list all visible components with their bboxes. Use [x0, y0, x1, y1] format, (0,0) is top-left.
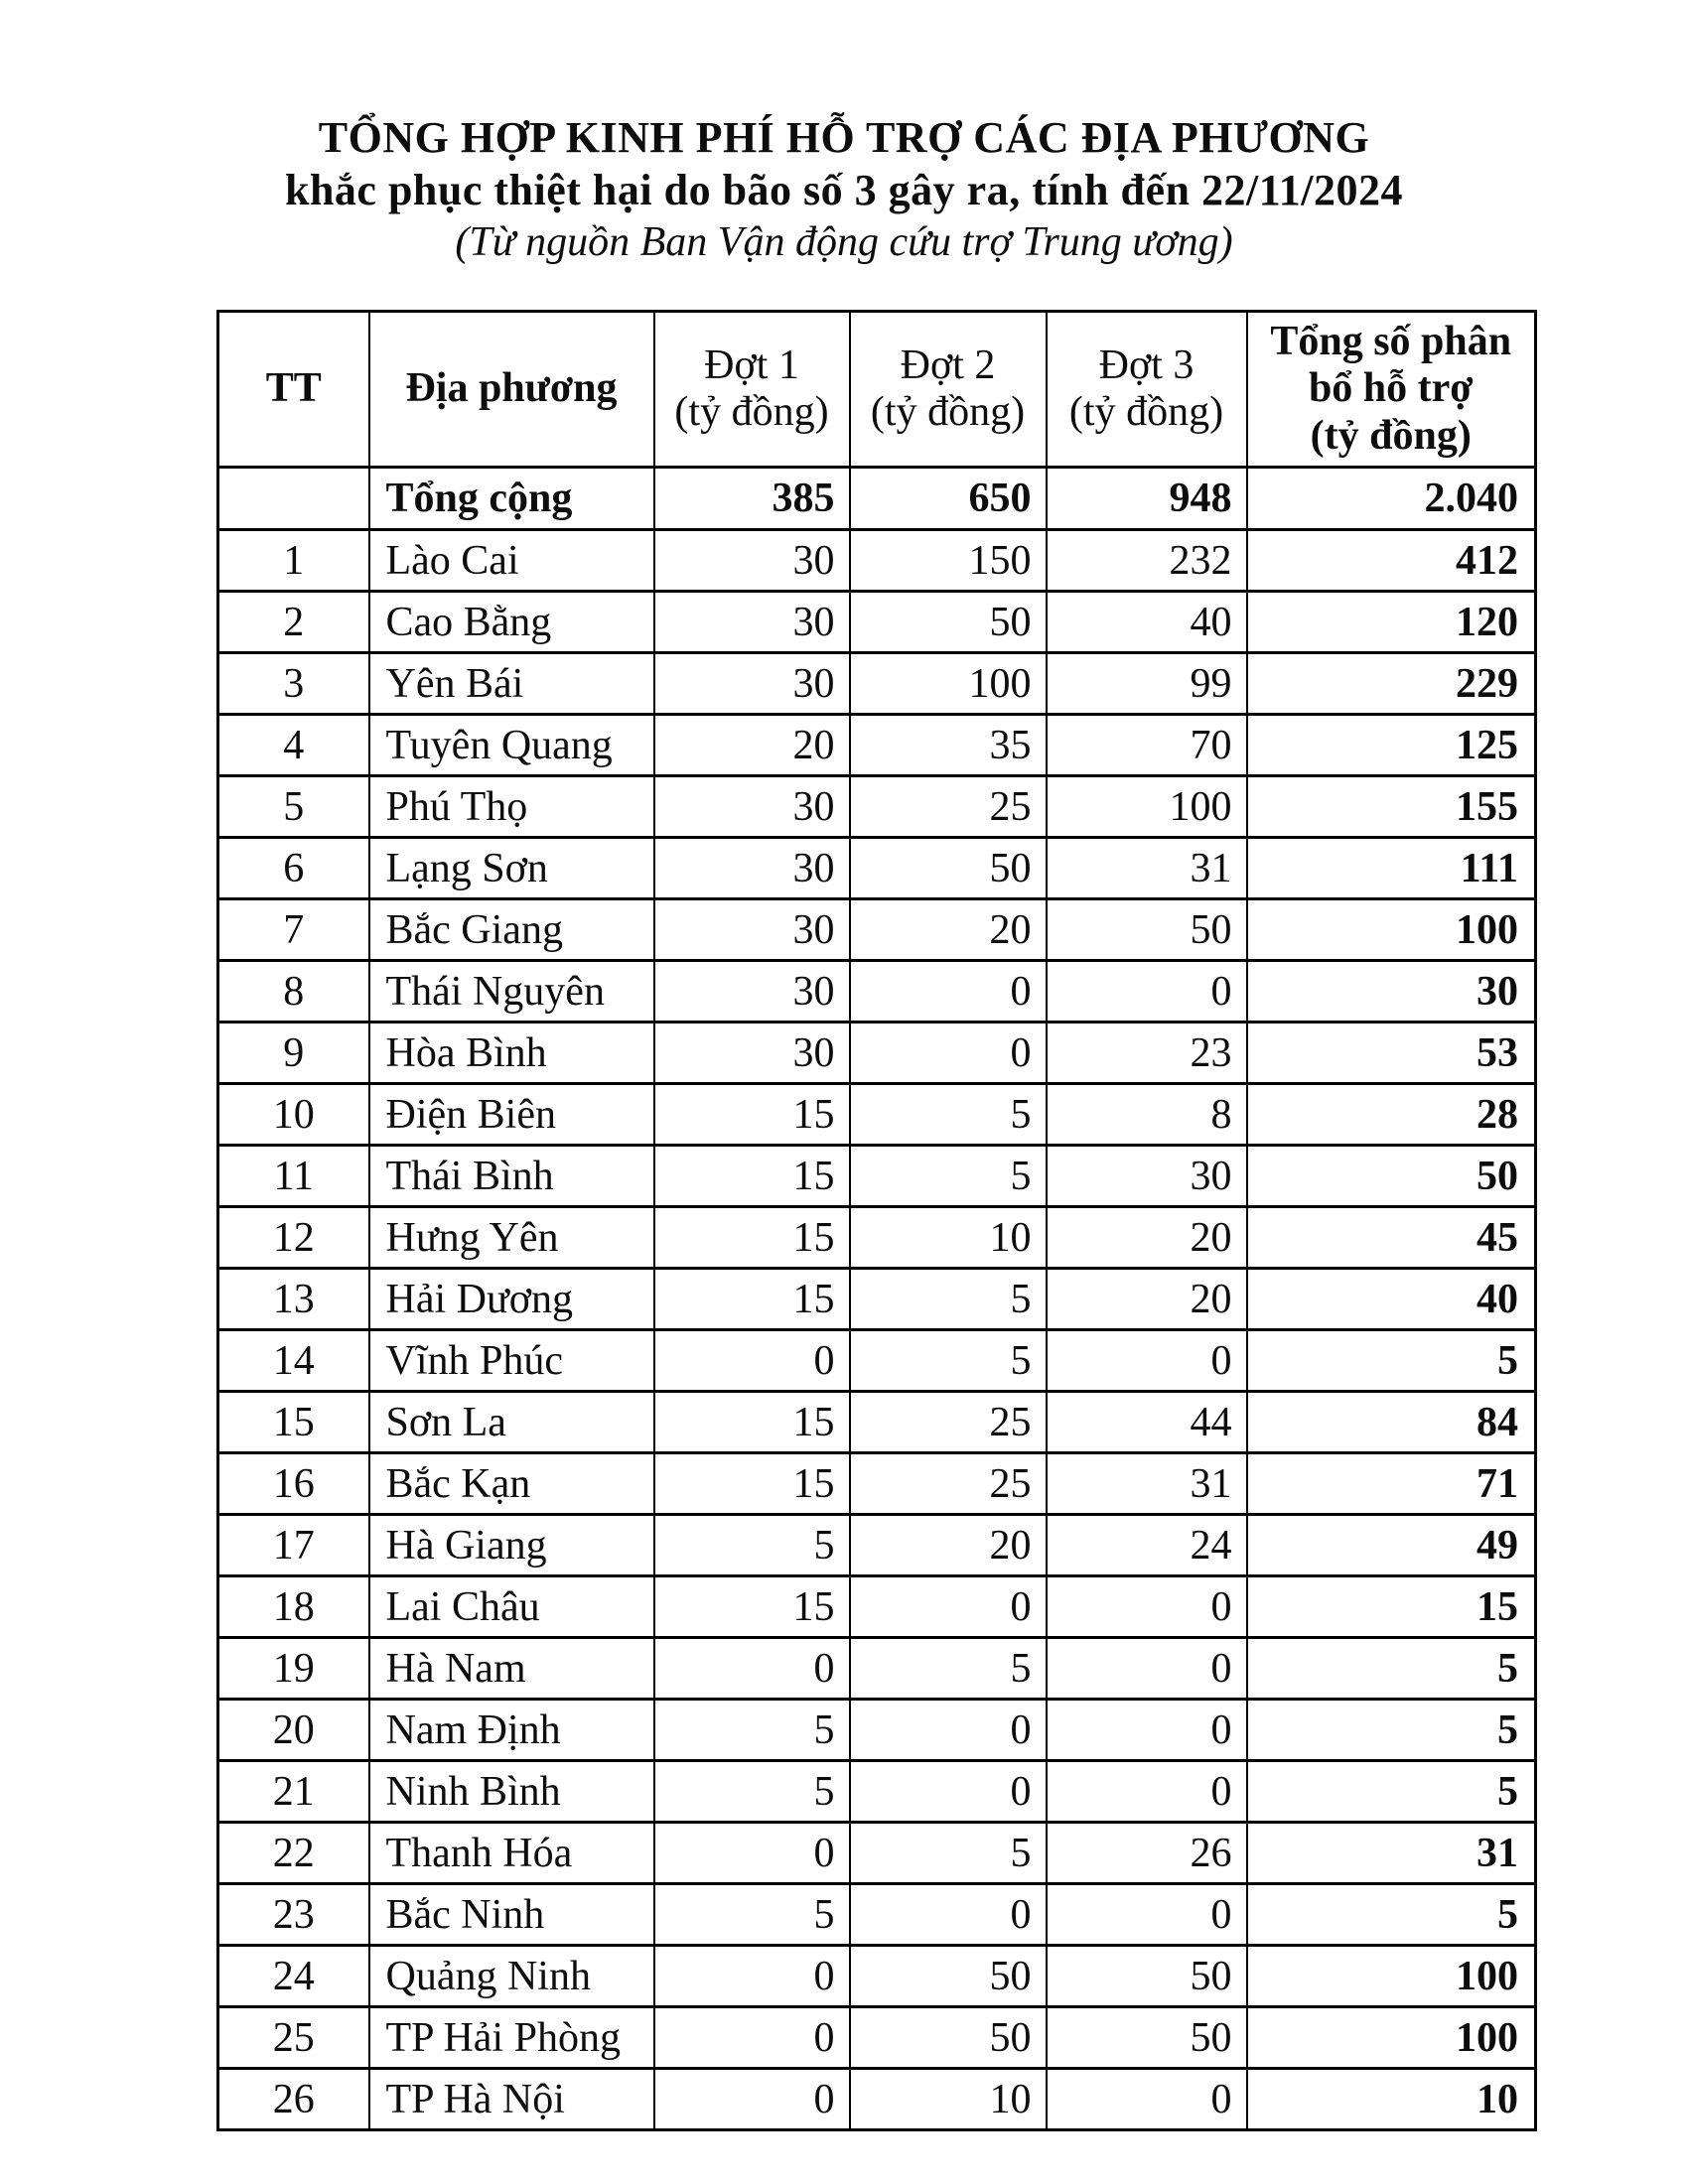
dot2-cell: 0 — [850, 961, 1047, 1023]
row-total-cell: 28 — [1247, 1084, 1536, 1146]
dot3-cell: 100 — [1047, 776, 1247, 838]
dot3-cell: 0 — [1047, 2069, 1247, 2130]
province-cell: Lào Cai — [369, 530, 654, 592]
dot1-cell: 30 — [654, 1023, 850, 1084]
table-row — [218, 1207, 1536, 1269]
col-header-line: Đợt 3 — [1098, 341, 1195, 388]
tt-cell: 6 — [218, 838, 369, 899]
province-cell: Sơn La — [369, 1392, 654, 1453]
dot2-cell: 5 — [850, 1823, 1047, 1884]
title-line-2: khắc phục thiệt hại do bão số 3 gây ra, tính đến 22/11/2024 — [284, 166, 1404, 214]
row-total-cell: 120 — [1247, 592, 1536, 653]
row-total-cell: 15 — [1247, 1576, 1536, 1638]
row-total-cell: 5 — [1247, 1884, 1536, 1946]
province-cell: Bắc Kạn — [369, 1453, 654, 1515]
dot1-cell: 30 — [654, 838, 850, 899]
total-sum-cell: 2.040 — [1247, 468, 1536, 530]
dot1-cell: 0 — [654, 1946, 850, 2007]
col-header-4 — [850, 312, 1047, 468]
table-row — [218, 1392, 1536, 1453]
table-body — [218, 530, 1536, 2130]
dot1-cell: 5 — [654, 1700, 850, 1761]
province-cell: Cao Bằng — [369, 592, 654, 653]
table-row — [218, 2069, 1536, 2130]
dot3-cell: 40 — [1047, 592, 1247, 653]
row-total-cell: 412 — [1247, 530, 1536, 592]
dot1-cell: 15 — [654, 1146, 850, 1207]
table-row — [218, 1823, 1536, 1884]
dot3-cell: 8 — [1047, 1084, 1247, 1146]
dot2-cell: 50 — [850, 1946, 1047, 2007]
row-total-cell: 5 — [1247, 1638, 1536, 1700]
dot1-cell: 15 — [654, 1084, 850, 1146]
dot2-cell: 10 — [850, 1207, 1047, 1269]
dot2-cell: 100 — [850, 653, 1047, 715]
dot3-cell: 0 — [1047, 1330, 1247, 1392]
table-row — [218, 2007, 1536, 2069]
row-total-cell: 100 — [1247, 899, 1536, 961]
row-total-cell: 229 — [1247, 653, 1536, 715]
table-row — [218, 1884, 1536, 1946]
table-row — [218, 1515, 1536, 1576]
dot2-cell: 25 — [850, 1392, 1047, 1453]
dot3-cell: 0 — [1047, 1576, 1247, 1638]
dot3-cell: 20 — [1047, 1269, 1247, 1330]
dot2-cell: 50 — [850, 2007, 1047, 2069]
table-row — [218, 838, 1536, 899]
dot3-cell: 0 — [1047, 1700, 1247, 1761]
tt-cell: 23 — [218, 1884, 369, 1946]
province-cell: Bắc Giang — [369, 899, 654, 961]
col-header-5 — [1047, 312, 1247, 468]
province-cell: Hưng Yên — [369, 1207, 654, 1269]
tt-cell: 9 — [218, 1023, 369, 1084]
dot1-cell: 5 — [654, 1515, 850, 1576]
dot3-cell: 99 — [1047, 653, 1247, 715]
row-total-cell: 5 — [1247, 1330, 1536, 1392]
table-row — [218, 1638, 1536, 1700]
province-cell: Quảng Ninh — [369, 1946, 654, 2007]
row-total-cell: 30 — [1247, 961, 1536, 1023]
header-row — [218, 312, 1536, 468]
row-total-cell: 100 — [1247, 2007, 1536, 2069]
tt-cell: 2 — [218, 592, 369, 653]
row-total-cell: 155 — [1247, 776, 1536, 838]
tt-cell: 3 — [218, 653, 369, 715]
document-header — [0, 0, 1688, 268]
dot2-cell: 50 — [850, 838, 1047, 899]
tt-cell: 10 — [218, 1084, 369, 1146]
table-row — [218, 1576, 1536, 1638]
dot3-cell: 50 — [1047, 2007, 1247, 2069]
table-row — [218, 592, 1536, 653]
dot3-cell: 0 — [1047, 961, 1247, 1023]
row-total-cell: 31 — [1247, 1823, 1536, 1884]
dot3-cell: 20 — [1047, 1207, 1247, 1269]
province-cell: Yên Bái — [369, 653, 654, 715]
row-total-cell: 40 — [1247, 1269, 1536, 1330]
total-dot1-cell: 385 — [654, 468, 850, 530]
dot2-cell: 35 — [850, 715, 1047, 776]
province-cell: TP Hải Phòng — [369, 2007, 654, 2069]
row-total-cell: 53 — [1247, 1023, 1536, 1084]
row-total-cell: 71 — [1247, 1453, 1536, 1515]
table-row — [218, 1084, 1536, 1146]
tt-cell: 25 — [218, 2007, 369, 2069]
dot2-cell: 5 — [850, 1638, 1047, 1700]
dot1-cell: 30 — [654, 530, 850, 592]
tt-cell: 21 — [218, 1761, 369, 1823]
col-header-3 — [654, 312, 850, 468]
row-total-cell: 5 — [1247, 1700, 1536, 1761]
province-cell: Hòa Bình — [369, 1023, 654, 1084]
row-total-cell: 111 — [1247, 838, 1536, 899]
province-cell: Lạng Sơn — [369, 838, 654, 899]
dot2-cell: 5 — [850, 1146, 1047, 1207]
tt-cell: 16 — [218, 1453, 369, 1515]
row-total-cell: 84 — [1247, 1392, 1536, 1453]
tt-cell: 13 — [218, 1269, 369, 1330]
table-row — [218, 530, 1536, 592]
dot1-cell: 30 — [654, 592, 850, 653]
col-header-6 — [1247, 312, 1536, 468]
col-header-line: (tỷ đồng) — [1068, 389, 1224, 436]
table-row — [218, 776, 1536, 838]
tt-cell: 24 — [218, 1946, 369, 2007]
table-row — [218, 1146, 1536, 1207]
col-header-line: (tỷ đồng) — [1310, 412, 1472, 459]
table-row — [218, 1453, 1536, 1515]
tt-cell: 1 — [218, 530, 369, 592]
dot1-cell: 15 — [654, 1576, 850, 1638]
dot3-cell: 30 — [1047, 1146, 1247, 1207]
province-cell: Lai Châu — [369, 1576, 654, 1638]
dot1-cell: 0 — [654, 1638, 850, 1700]
table-row — [218, 715, 1536, 776]
tt-cell: 17 — [218, 1515, 369, 1576]
dot2-cell: 0 — [850, 1700, 1047, 1761]
total-label-cell: Tổng cộng — [369, 468, 654, 530]
tt-cell: 15 — [218, 1392, 369, 1453]
col-header-line: Tổng số phân — [1270, 319, 1512, 364]
table-row — [218, 899, 1536, 961]
col-header-2 — [369, 312, 654, 468]
dot3-cell: 23 — [1047, 1023, 1247, 1084]
table-row — [218, 1269, 1536, 1330]
dot1-cell: 30 — [654, 776, 850, 838]
province-cell: Nam Định — [369, 1700, 654, 1761]
col-header-line: (tỷ đồng) — [870, 389, 1026, 436]
dot2-cell: 5 — [850, 1084, 1047, 1146]
province-cell: Hải Dương — [369, 1269, 654, 1330]
title-line-1: TỔNG HỢP KINH PHÍ HỖ TRỢ CÁC ĐỊA PHƯƠNG — [318, 113, 1370, 162]
province-cell: Vĩnh Phúc — [369, 1330, 654, 1392]
dot1-cell: 15 — [654, 1269, 850, 1330]
dot2-cell: 50 — [850, 592, 1047, 653]
tt-cell: 20 — [218, 1700, 369, 1761]
row-total-cell: 100 — [1247, 1946, 1536, 2007]
province-cell: Thái Bình — [369, 1146, 654, 1207]
row-total-cell: 45 — [1247, 1207, 1536, 1269]
province-cell: Bắc Ninh — [369, 1884, 654, 1946]
dot3-cell: 50 — [1047, 899, 1247, 961]
dot3-cell: 0 — [1047, 1761, 1247, 1823]
col-header-line: Địa phương — [405, 365, 618, 412]
province-cell: Hà Nam — [369, 1638, 654, 1700]
row-total-cell: 5 — [1247, 1761, 1536, 1823]
dot2-cell: 5 — [850, 1269, 1047, 1330]
table-row — [218, 1946, 1536, 2007]
dot2-cell: 10 — [850, 2069, 1047, 2130]
col-header-line: bổ hỗ trợ — [1308, 365, 1474, 412]
dot3-cell: 31 — [1047, 1453, 1247, 1515]
tt-cell: 19 — [218, 1638, 369, 1700]
dot2-cell: 5 — [850, 1330, 1047, 1392]
dot1-cell: 5 — [654, 1884, 850, 1946]
dot1-cell: 0 — [654, 1823, 850, 1884]
dot3-cell: 24 — [1047, 1515, 1247, 1576]
province-cell: Thái Nguyên — [369, 961, 654, 1023]
total-dot3-cell: 948 — [1047, 468, 1247, 530]
dot2-cell: 0 — [850, 1576, 1047, 1638]
dot2-cell: 25 — [850, 776, 1047, 838]
dot3-cell: 44 — [1047, 1392, 1247, 1453]
tt-cell: 7 — [218, 899, 369, 961]
dot3-cell: 232 — [1047, 530, 1247, 592]
dot2-cell: 0 — [850, 1884, 1047, 1946]
dot3-cell: 0 — [1047, 1884, 1247, 1946]
dot1-cell: 5 — [654, 1761, 850, 1823]
col-header-line: Đợt 2 — [900, 341, 996, 388]
table-row — [218, 1761, 1536, 1823]
province-cell: Tuyên Quang — [369, 715, 654, 776]
dot1-cell: 15 — [654, 1453, 850, 1515]
row-total-cell: 49 — [1247, 1515, 1536, 1576]
tt-cell: 18 — [218, 1576, 369, 1638]
province-cell: Điện Biên — [369, 1084, 654, 1146]
table-row — [218, 1700, 1536, 1761]
dot2-cell: 20 — [850, 1515, 1047, 1576]
total-dot2-cell: 650 — [850, 468, 1047, 530]
province-cell: Thanh Hóa — [369, 1823, 654, 1884]
col-header-line: TT — [265, 365, 322, 412]
dot1-cell: 30 — [654, 961, 850, 1023]
row-total-cell: 10 — [1247, 2069, 1536, 2130]
dot1-cell: 0 — [654, 1330, 850, 1392]
province-cell: TP Hà Nội — [369, 2069, 654, 2130]
allocation-table — [216, 310, 1537, 2131]
tt-cell: 26 — [218, 2069, 369, 2130]
table-row — [218, 961, 1536, 1023]
dot1-cell: 15 — [654, 1207, 850, 1269]
dot3-cell: 50 — [1047, 1946, 1247, 2007]
dot2-cell: 25 — [850, 1453, 1047, 1515]
tt-cell: 8 — [218, 961, 369, 1023]
dot3-cell: 26 — [1047, 1823, 1247, 1884]
dot1-cell: 15 — [654, 1392, 850, 1453]
province-cell: Hà Giang — [369, 1515, 654, 1576]
col-header-1 — [218, 312, 369, 468]
dot2-cell: 20 — [850, 899, 1047, 961]
tt-cell: 5 — [218, 776, 369, 838]
dot1-cell: 0 — [654, 2007, 850, 2069]
table-row — [218, 1023, 1536, 1084]
dot1-cell: 30 — [654, 653, 850, 715]
col-header-line: Đợt 1 — [704, 341, 799, 388]
dot2-cell: 0 — [850, 1023, 1047, 1084]
tt-cell: 11 — [218, 1146, 369, 1207]
tt-cell: 4 — [218, 715, 369, 776]
dot1-cell: 30 — [654, 899, 850, 961]
row-total-cell: 125 — [1247, 715, 1536, 776]
dot2-cell: 0 — [850, 1761, 1047, 1823]
tt-cell: 22 — [218, 1823, 369, 1884]
province-cell: Ninh Bình — [369, 1761, 654, 1823]
dot3-cell: 31 — [1047, 838, 1247, 899]
row-total-cell: 50 — [1247, 1146, 1536, 1207]
dot3-cell: 0 — [1047, 1638, 1247, 1700]
dot1-cell: 0 — [654, 2069, 850, 2130]
tt-cell: 14 — [218, 1330, 369, 1392]
dot1-cell: 20 — [654, 715, 850, 776]
title-subtitle: (Từ nguồn Ban Vận động cứu trợ Trung ương) — [455, 219, 1233, 265]
province-cell: Phú Thọ — [369, 776, 654, 838]
dot3-cell: 70 — [1047, 715, 1247, 776]
total-tt-cell — [218, 468, 369, 530]
tt-cell: 12 — [218, 1207, 369, 1269]
total-row — [218, 468, 1536, 530]
col-header-line: (tỷ đồng) — [674, 389, 829, 436]
table-row — [218, 1330, 1536, 1392]
table-row — [218, 653, 1536, 715]
dot2-cell: 150 — [850, 530, 1047, 592]
